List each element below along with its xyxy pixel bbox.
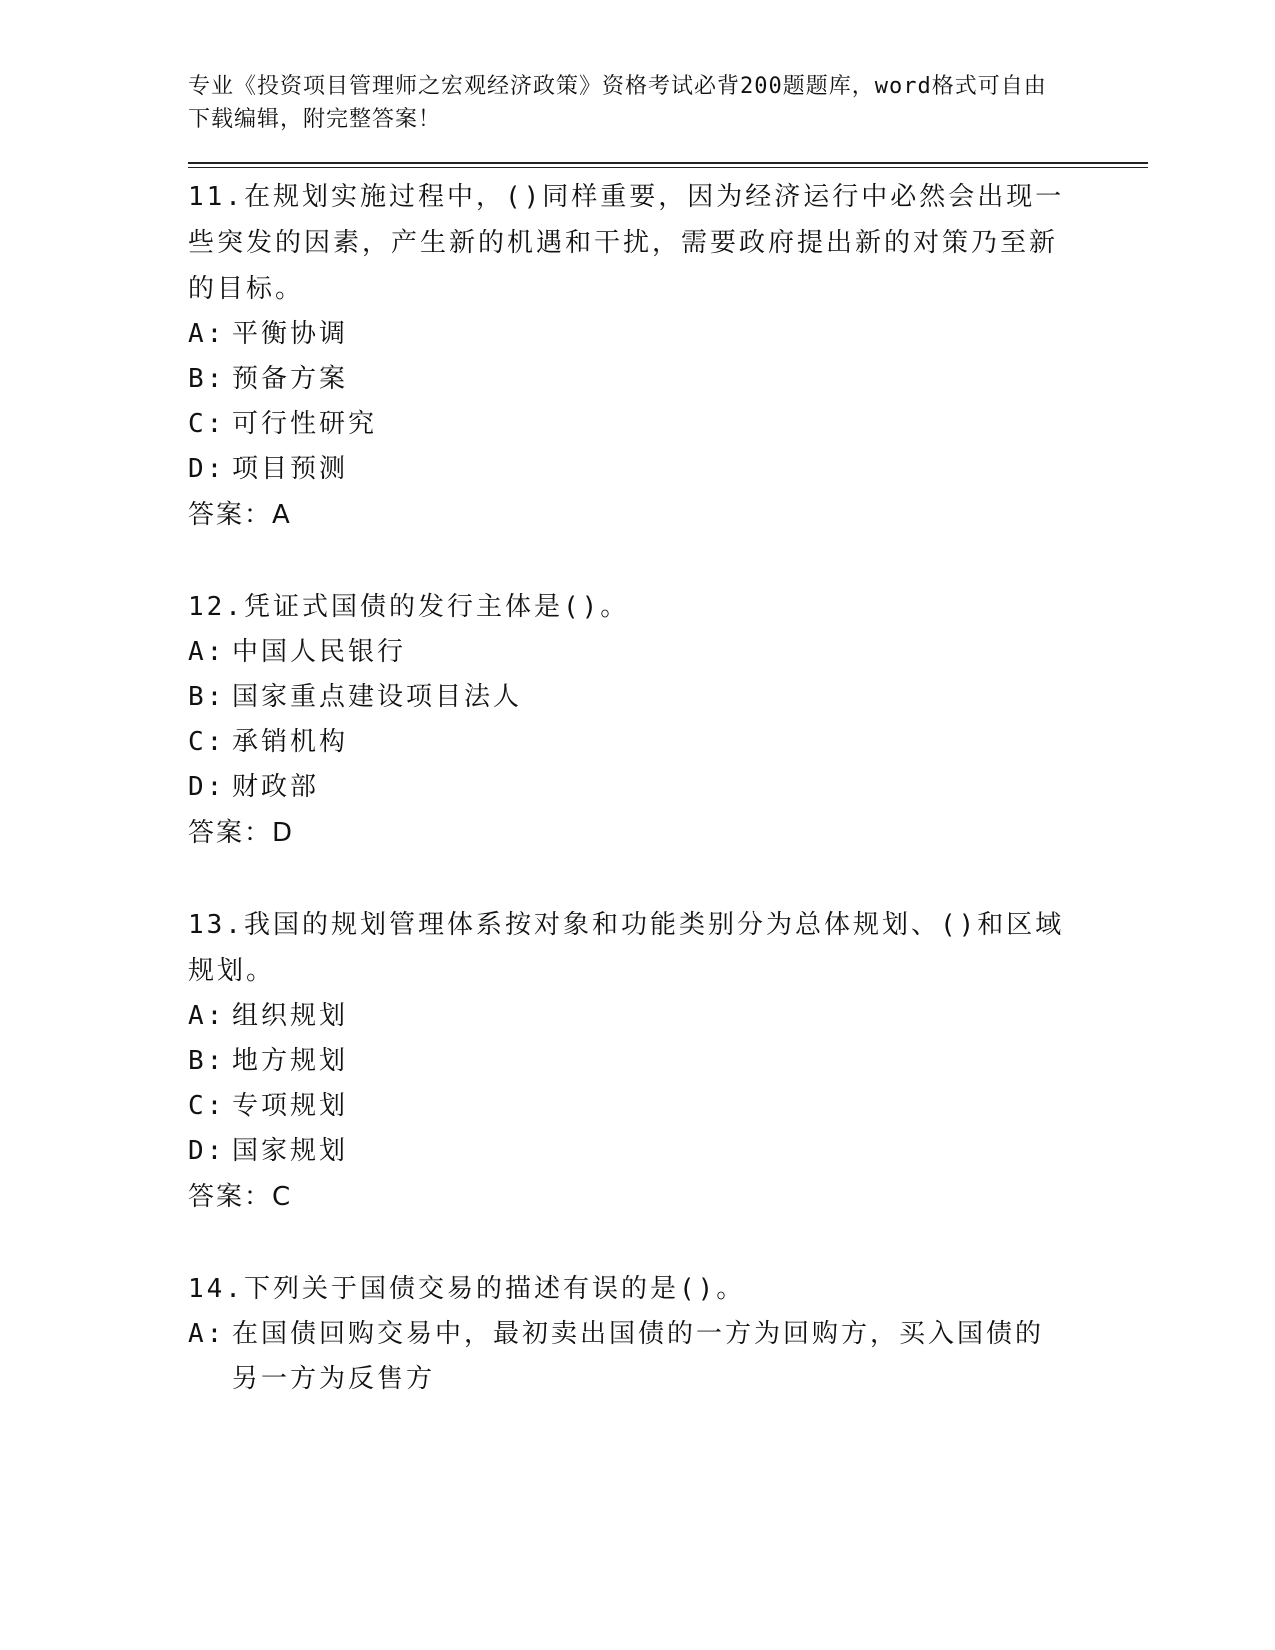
option-d [188, 765, 1148, 810]
question-13 [188, 902, 1148, 1220]
header-divider [188, 162, 1148, 168]
option-key: D: [188, 1136, 226, 1166]
option-key: A: [188, 319, 226, 349]
option-c [188, 402, 1148, 447]
option-key: A: [188, 637, 226, 667]
option-b [188, 357, 1148, 402]
option-text: 地方规划 [232, 1046, 349, 1076]
option-key: C: [188, 727, 226, 757]
question-text: 13.我国的规划管理体系按对象和功能类别分为总体规划、()和区域规划。 [188, 910, 1065, 986]
option-a [188, 994, 1148, 1039]
option-text: 国家规划 [232, 1136, 349, 1166]
option-text: 平衡协调 [232, 319, 349, 349]
question-text: 12.凭证式国债的发行主体是()。 [188, 592, 630, 622]
option-d [188, 447, 1148, 492]
option-text: 中国人民银行 [232, 637, 407, 667]
option-text: 可行性研究 [232, 409, 378, 439]
option-key: B: [188, 364, 226, 394]
question-12 [188, 584, 1148, 856]
option-key: C: [188, 1091, 226, 1121]
option-text: 在国债回购交易中，最初卖出国债的一方为回购方，买入国债的另一方为反售方 [232, 1319, 1045, 1394]
answer-line: 答案：C [188, 1182, 293, 1212]
option-d [188, 1129, 1148, 1174]
option-key: D: [188, 454, 226, 484]
document-page [188, 70, 1148, 1448]
answer-line: 答案：D [188, 818, 295, 848]
option-key: D: [188, 772, 226, 802]
option-b [188, 1039, 1148, 1084]
option-text: 财政部 [232, 772, 320, 802]
option-c [188, 720, 1148, 765]
option-b [188, 675, 1148, 720]
option-text: 项目预测 [232, 454, 349, 484]
option-a [188, 312, 1148, 357]
option-key: A: [188, 1001, 226, 1031]
option-text: 承销机构 [232, 727, 349, 757]
question-text: 14.下列关于国债交易的描述有误的是()。 [188, 1274, 746, 1304]
question-text: 11.在规划实施过程中，()同样重要，因为经济运行中必然会出现一些突发的因素，产生新的机遇和干扰，需要政府提出新的对策乃至新的目标。 [188, 182, 1065, 304]
option-key: B: [188, 1046, 226, 1076]
question-11 [188, 174, 1148, 538]
document-header: 专业《投资项目管理师之宏观经济政策》资格考试必背200题题库，word格式可自由下载编辑，附完整答案！ [188, 74, 1047, 132]
answer-line: 答案：A [188, 500, 292, 530]
option-text: 国家重点建设项目法人 [232, 682, 523, 712]
option-c [188, 1084, 1148, 1129]
option-text: 专项规划 [232, 1091, 349, 1121]
option-a [188, 630, 1148, 675]
option-text: 组织规划 [232, 1001, 349, 1031]
option-a [188, 1312, 1148, 1402]
option-key: B: [188, 682, 226, 712]
question-list [188, 174, 1148, 1402]
option-key: A: [188, 1319, 226, 1349]
question-14 [188, 1266, 1148, 1402]
option-text: 预备方案 [232, 364, 349, 394]
option-key: C: [188, 409, 226, 439]
